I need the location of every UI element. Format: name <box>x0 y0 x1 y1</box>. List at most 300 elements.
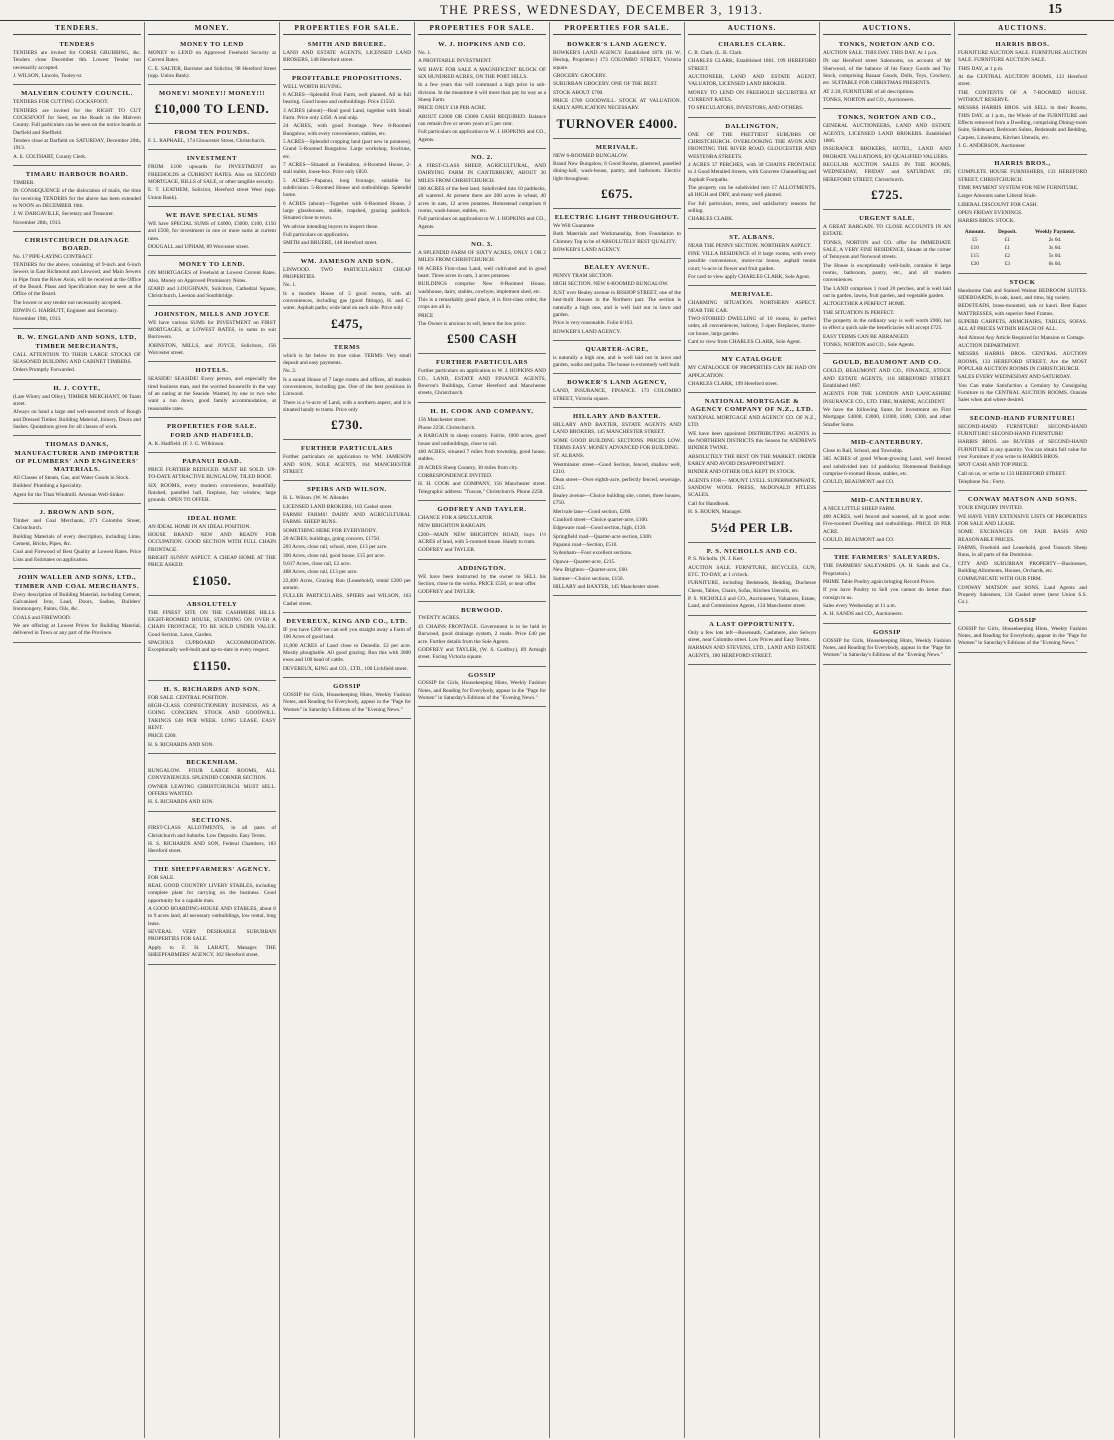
ad-heading: NATIONAL MORTGAGE & AGENCY COMPANY OF N.Z., LTD. <box>690 398 814 414</box>
ad-text: Sales every Wednesday at 11 a.m. <box>823 602 897 609</box>
ad-text: (Late Wintry and Olley), TIMBER MERCHANT, 96 Tuam street. <box>13 393 141 407</box>
ad-text: ALTOGETHER A PERFECT HOME. <box>823 301 906 308</box>
ad-text: AT 2.30, FURNITURE of all descriptions. <box>823 88 915 95</box>
table-row <box>958 260 1087 268</box>
ad-heading: ADDINGTON. <box>457 564 507 572</box>
ad-heading: SECOND-HAND FURNITURE! <box>969 414 1076 422</box>
advertisement <box>688 395 816 542</box>
ad-text: 9,617 Acres, close rail, £2 acre. <box>283 560 351 567</box>
ad-text: A GREAT BARGAIN. TO CLOSE ACCOUNTS IN AN ESTATE. <box>823 223 951 238</box>
column <box>145 22 280 1438</box>
ad-heading: J. BROWN AND SON, <box>39 508 115 516</box>
page-number: 15 <box>1048 2 1062 17</box>
advertisement <box>823 111 951 210</box>
ad-price: £730. <box>331 417 363 433</box>
ad-price: £1050. <box>192 572 232 588</box>
ad-text: SIX ROOMS, every modern convenience, beautifully finished, panelled hall, fireplace, bay window, large grounds. OPEN TO OFFER. <box>148 482 276 504</box>
ad-text: THIS DAY, at 1 p.m. <box>958 65 1004 72</box>
table-row <box>958 244 1087 252</box>
column-heading: AUCTIONS. <box>688 22 816 35</box>
ad-text: 22,400 Acres, Grazing Run (Leasehold), rental £200 per annum. <box>283 577 411 591</box>
ad-text: NATIONAL MORTGAGE AND AGENCY CO. OF N.Z., LTD. <box>688 415 816 429</box>
ad-text: BOWKER'S LAND AGENCY. <box>553 246 621 253</box>
advertisement <box>553 410 681 596</box>
ad-text: And Almost Any Article Required for Mansion or Cottage. <box>958 334 1085 341</box>
ad-text: HARRIS BROS. are BUYERS of SECOND-HAND FURNITURE in any quantity. You can obtain full value for your Furniture if you write to HARRIS BROS. <box>958 439 1087 461</box>
ad-text: AUCTION DEPARTMENT. <box>958 343 1020 349</box>
ad-price: £500 CASH <box>447 331 517 347</box>
ad-text: Cranford street—Choice quarter-acre, £100. <box>553 517 649 524</box>
ad-heading: QUARTER-ACRE, <box>585 345 649 353</box>
advertisement <box>688 38 816 118</box>
advertisement <box>13 87 141 166</box>
ad-text: BOWKER'S LAND AGENCY. <box>553 328 621 335</box>
ad-text: LIBERAL DISCOUNT FOR CASH. <box>958 201 1038 208</box>
ad-text: November 19th, 1913. <box>13 316 62 323</box>
table-header-row <box>958 228 1087 236</box>
advertisement <box>553 141 681 209</box>
ad-text: 43 CHAINS FRONTAGE. Government is to be held in Burwood, good drainage system, 2 roads. Price £40 per acre. Further details from the Sole Agents. <box>418 623 546 645</box>
ad-text: Further particulars on application to W. J. HOPKINS AND CO., LAND, ESTATE AND FINANCE AGENTS, Bowron's Buildings, Corner Hereford and Manchester streets, Christchurch. <box>418 368 546 397</box>
ad-text: LICENSED LAND BROKERS, 163 Cashel street. <box>283 503 393 510</box>
ad-text: Sumner—Choice sections, £150. <box>553 575 624 582</box>
column-heading: AUCTIONS. <box>958 22 1087 35</box>
ad-heading: TERMS <box>333 343 361 351</box>
ad-heading: PROPERTIES FOR SALE. <box>167 422 257 430</box>
ad-text: which is far below its true value. TERMS: Very small deposit and easy payments. <box>283 352 411 366</box>
ad-text: 300 Acres, close rail, good house, £15 per acre. <box>283 552 386 559</box>
table-row <box>958 252 1087 260</box>
ad-heading: URGENT SALE. <box>859 214 915 222</box>
ad-heading: TIMBER AND COAL MERCHANTS. <box>14 582 140 590</box>
ad-heading: MONEY! MONEY!! MONEY!!! <box>158 90 266 98</box>
ad-text: CHARLES CLARK, 199 Hereford street. <box>688 380 779 387</box>
ad-heading: BOWKER'S LAND AGENCY. <box>567 41 667 48</box>
advertisement <box>823 212 951 354</box>
ad-text: JOHNSTON, MILLS, and JOYCE, Solicitors, 156 Worcester street. <box>148 342 276 356</box>
ad-text: LINWOOD. TWO PARTICULARLY CHEAP PROPERTIES. <box>283 266 411 280</box>
ad-text: FIRST-CLASS ALLOTMENTS, in all parts of Christchurch and Suburbs. Low Deposits. Easy Terms. <box>148 825 276 839</box>
ad-text: The property in the ordinary way is well worth £900, but to effect a quick sale the beneficiaries will accept £725. <box>823 318 951 332</box>
ad-text: SUPERB CARPETS, ARMCHAIRS, TABLES, SOFAS. ALL AT PRICES WITHIN REACH OF ALL. <box>958 318 1087 333</box>
ad-text: Timber and Coal Merchants, 271 Colombo Street, Christchurch. <box>13 517 141 532</box>
ad-text: All Classes of Steam, Gas, and Water Goods in Stock. <box>13 474 130 481</box>
ad-text: IN CONSEQUENCE of the dislocation of mails, the time for receiving TENDERS for the above has been extended to NOON on DECEMBER 10th. <box>13 188 141 209</box>
ad-text: PRICE £200. <box>148 733 177 740</box>
advertisement <box>13 438 141 504</box>
ad-text: NEW BRIGHTON BARGAIN. <box>418 523 487 530</box>
table-cell: £2 <box>1004 252 1011 259</box>
ad-text: November 28th, 1913. <box>13 219 62 226</box>
ad-text: The property can be subdivided into 17 ALLOTMENTS, all HIGH and DRY, and many well planted. <box>688 184 816 199</box>
advertisement <box>148 87 276 124</box>
ad-text: BINDER AND OTHER OILS KEPT IN STOCK. <box>688 469 796 476</box>
column-heading: PROPERTIES FOR SALE. <box>283 22 411 35</box>
ad-text: Handsome Oak and Stained Walnut BEDROOM SUITES. SIDEBOARDS, in oak, kauri, and rimu, big variety. <box>958 287 1087 301</box>
ad-text: INSURANCE BROKERS, HOTEL, LAND AND PROBATE VALUATIONS, BY QUALIFIED VALUERS. <box>823 146 951 160</box>
ad-text: WE have been appointed DISTRIBUTING AGENTS in the NORTHERN DISTRICTS this Season for ANDREWS BINDER TWINE. <box>688 430 816 452</box>
ad-text: PRIME Table Poultry again bringing Record Prices. <box>823 578 936 585</box>
advertisement <box>418 238 546 354</box>
ad-heading: GOSSIP <box>873 628 901 636</box>
ad-text: Is a sound House of 7 large rooms and offices, all modern conveniences, including gas. One of the best positions in Linwood. <box>283 376 411 398</box>
ad-text: Telephone No.: Forty. <box>958 479 1006 486</box>
ad-heading: W. J. HOPKINS AND CO. <box>438 41 526 48</box>
ad-price: 5½d PER LB. <box>710 519 794 535</box>
ad-text: A PROFITABLE INVESTMENT. <box>418 58 492 65</box>
advertisement <box>958 276 1087 410</box>
ad-text: A NICE LITTLE SHEEP FARM. <box>823 505 896 512</box>
ad-text: EDWIN G. HARBUTT, Engineer and Secretary. <box>13 308 118 315</box>
ad-heading: SPEIRS AND WILSON. <box>307 486 387 494</box>
ad-text: C. R. Clark. (L. B. Clark. <box>688 49 743 56</box>
ad-heading: MID-CANTERBURY. <box>850 496 924 504</box>
advertisement <box>823 626 951 665</box>
ad-heading: INVESTMENT <box>186 155 238 163</box>
ad-text: TONKS, NORTON and CO. offer for IMMEDIATE SALE, A VERY FINE RESIDENCE, Situate at the corner of Tennyson and Norwood streets. <box>823 239 951 261</box>
ad-heading: WM. JAMESON AND SON. <box>300 257 394 265</box>
ad-heading: PROFITABLE PROPOSITIONS. <box>292 74 402 82</box>
ad-text: J. W. DARGAVILLE, Secretary and Treasurer. <box>13 211 114 218</box>
ad-text: DOUGALL and UPHAM, 89 Worcester street. <box>148 244 250 250</box>
ad-heading: MANUFACTURER AND IMPORTER OF PLUMBERS' AND ENGINEERS' MATERIALS. <box>14 450 140 473</box>
ad-heading: MERIVALE. <box>595 143 639 151</box>
ad-text: BOWKER'S LAND AGENCY. Established 1878. (H. W. Heslop, Proprietor.) 173 COLOMBO STREET, Victoria square. <box>553 49 681 71</box>
table-cell: £20 <box>970 260 979 267</box>
ad-text: SMITH and BRUERE, 148 Hereford street. <box>283 240 378 247</box>
ad-text: £200—MAIN NEW BRIGHTON ROAD, buys 1½ ACRES of land, with 5-roomed house. Handy to tram. <box>418 531 546 545</box>
advertisement <box>823 356 951 434</box>
advertisement <box>148 420 276 453</box>
ad-text: AGENTS FOR— MOUNT LYELL SUPERPHOSPHATE, SANDOW WOOL PRESS, McDONALD PITLESS SCALES. <box>688 477 816 499</box>
ad-text: FINE VILLA RESIDENCE of 8 large rooms, with every possible convenience, motor-car house, asphalt tennis court; ¼-acre in flower and fruit garden. <box>688 250 816 272</box>
advertisement <box>148 308 276 363</box>
advertisement <box>148 598 276 681</box>
columns-container <box>10 22 1090 1438</box>
ad-text: SEVERAL VERY DESIRABLE SUBURBAN PROPERTIES FOR SALE. <box>148 929 276 943</box>
ad-text: GOSSIP for Girls, Housekeeping Hints, Weekly Fashion Notes, and Reading for Everybody, appear in the "Page for Women" in Saturday's Editions of the "Evening News." <box>418 680 546 702</box>
ad-text: H. S. RICHARDS AND SON. <box>148 799 214 806</box>
ad-text: We have the following Sums for Investment on First Mortgage: £4000, £3000, £1000, £600, £300, and other Smaller Sums. <box>823 407 951 428</box>
ad-text: AGENTS FOR THE LONDON AND LANCASHIRE INSURANCE CO., LTD. FIRE, MARINE, ACCIDENT. <box>823 391 951 405</box>
ad-text: LAND AND ESTATE AGENTS, LICENSED LAND BROKERS, 148 Hereford street. <box>283 49 411 64</box>
table-cell: £3 <box>1004 260 1011 267</box>
ad-text: THE FINEST SITE ON THE CASHMERE HILLS. EIGHT-ROOMED HOUSE, STANDING ON OVER A CHAIN FRONTAGE, TO BE SOLD UNDER VALUE. Good Section, Lawn, Garden. <box>148 609 276 638</box>
table-row <box>958 236 1087 244</box>
ad-heading: THE FARMERS' SALEYARDS. <box>834 554 940 562</box>
ad-text: 7 ACRES—Situated at Fendalton, 4-Roomed House, 2-stall stable, loose-box. Price only £850. <box>283 161 411 176</box>
ad-text: Full particulars on application to W. J. HOPKINS and CO., Agents. <box>418 216 546 230</box>
advertisement <box>283 442 411 481</box>
ad-text: REGULAR AUCTION SALES IN THE ROOMS, WEDNESDAY, FRIDAY and SATURDAY. 195 HEREFORD STREET, Christchurch. <box>823 161 951 183</box>
ad-heading: NO. 2. <box>471 154 493 162</box>
table-cell: 2s 6d. <box>1048 236 1062 243</box>
ad-heading: BOWKER'S LAND AGENCY, <box>567 379 667 387</box>
ad-price: £725. <box>871 186 903 202</box>
ad-text: Further particulars on application to WM. JAMESON AND SON, SOLE AGENTS, 164 MANCHESTER STREET. <box>283 454 411 475</box>
ad-text: REAL GOOD COUNTRY LIVERY STABLES, including complete plant for carrying on the business. Good opportunity for a capable man. <box>148 883 276 904</box>
ad-heading: TONKS, NORTON AND CO. <box>838 41 936 48</box>
advertisement <box>148 126 276 150</box>
ad-price: £475, <box>331 315 363 331</box>
advertisement <box>13 168 141 232</box>
ad-text: PRICE £700 GOODWILL. STOCK AT VALUATION. EARLY APPLICATION NECESSARY. <box>553 97 681 112</box>
column-heading: MONEY. <box>148 22 276 35</box>
advertisement <box>823 551 951 623</box>
column-heading: PROPERTIES FOR SALE. <box>553 22 681 35</box>
ad-text: 400 ACRES, well fenced and watered, all in good order. Five-roomed Dwelling and outbuildings. PRICE £8 PER ACRE. <box>823 513 951 535</box>
advertisement <box>418 405 546 501</box>
advertisement <box>148 364 276 418</box>
ad-heading: GOSSIP <box>333 682 361 690</box>
ad-text: THE CONTENTS OF A 7-ROOMED HOUSE. WITHOUT RESERVE. <box>958 89 1087 103</box>
ad-text: Is a modern House of 5 good rooms, with all conveniences, including gas (good fittings), H. and C. water. Asphalt paths; wide land on each side. Price only <box>283 290 411 312</box>
advertisement <box>13 506 141 569</box>
table-cell: 5s 0d. <box>1048 252 1062 259</box>
ad-text: GENERAL AUCTIONEERS, LAND AND ESTATE AGENTS, LICENSED LAND BROKERS. Established 1866. <box>823 123 951 144</box>
ad-text: TENDERS are invited for the RIGHT TO CUT COCKSFOOT for Seed, on the Roads in the Malvern County. Full particulars can be seen on the notice boards at Darfield and Sheffield. <box>13 107 141 136</box>
ad-heading: SECTIONS. <box>191 816 233 824</box>
ad-text: 156 Manchester street. <box>418 416 467 423</box>
ad-text: ON MORTGAGES of Freehold at Lowest Current Rates. Also, Money on Approved Promissory Notes. <box>148 270 276 284</box>
advertisement <box>148 209 276 256</box>
table-cell: £15 <box>970 252 979 259</box>
ad-text: DEVEREUX, KING and CO., LTD., 100 Lichfield street. <box>283 665 408 672</box>
ad-text: If you have Poultry to Sell you cannot do better than consign to us. <box>823 587 951 601</box>
ad-text: TWENTY ACRES. <box>418 615 461 622</box>
table-cell: £5 <box>972 236 978 243</box>
ad-heading: A LAST OPPORTUNITY. <box>709 620 795 628</box>
ad-heading: HOTELS. <box>195 367 229 375</box>
advertisement <box>958 38 1087 155</box>
ad-text: is naturally a high one, and is well laid out in lawn and garden, walks and paths. The house is extremely well built. <box>553 354 681 369</box>
ad-text: SOMETHING HERE FOR EVERYBODY. <box>283 527 377 534</box>
ad-text: FOR SALE. <box>148 874 175 881</box>
ad-text: MONEY TO LEND ON FREEHOLD SECURITIES AT CURRENT RATES. <box>688 89 816 103</box>
ad-text: C. E. SALTER, Barrister and Solicitor, 98 Hereford Street (opp. Union Bank). <box>148 65 276 79</box>
ad-text: This is a remarkably good place, it is first-class order, the crops are all in. <box>418 297 546 311</box>
ad-text: Full particulars on application to W. J. HOPKINS and CO., Agents. <box>418 129 546 143</box>
ad-text: EASY TERMS CAN BE ARRANGED. <box>823 333 910 340</box>
ad-text: TIME PAYMENT SYSTEM FOR NEW FURNITURE. <box>958 184 1079 191</box>
ad-text: GODFREY and TAYLER. <box>418 589 476 596</box>
ad-text: NEW 6-ROOMED BUNGALOW. <box>553 152 629 159</box>
ad-text: TENDERS for the above, consisting of 9-inch and 6-inch Sewers in East Richmond and Linwood, and Main Sewers in Pipe from the River Avon, will be received at the Office of the Board. Plans and Specification may be seen at the Office of the Board. <box>13 262 141 298</box>
ad-heading: GOSSIP <box>468 671 496 679</box>
ad-text: ABSOLUTELY THE BEST ON THE MARKET. ORDER EARLY AND AVOID DISAPPOINTMENT. <box>688 453 816 468</box>
advertisement <box>958 614 1087 653</box>
ad-text: No. 2. <box>283 368 297 375</box>
advertisement <box>148 258 276 305</box>
advertisement <box>418 562 546 602</box>
ad-text: COMPLETE HOUSE FURNISHERS, 133 HEREFORD STREET, CHRISTCHURCH. <box>958 169 1087 183</box>
ad-heading: THE SHEEPFARMERS' AGENCY. <box>153 865 271 873</box>
ad-text: GROCERY. GROCERY. <box>553 72 607 79</box>
ad-text: TONKS, NORTON and CO., Auctioneers. <box>823 96 915 103</box>
ad-price: £675. <box>601 185 633 201</box>
ad-text: FROM £100 upwards for INVESTMENT on FREEHOLDS at CURRENT RATES. Also on SECOND MORTGAGE, BILLS of SALE, or other tangible security. <box>148 164 276 186</box>
ad-text: PENNY TRAM SECTION. <box>553 273 614 280</box>
ad-text: Call for Handbook. <box>688 500 730 507</box>
ad-text: J. G. ANDERSON, Auctioneer. <box>958 143 1026 150</box>
ad-text: TENDERS FOR CUTTING COCKSFOOT. <box>13 99 109 106</box>
ad-text: PRICE <box>418 312 434 319</box>
ad-text: FARMS, Freehold and Leasehold, good Tussock Sheep Runs, in all parts of the Dominion. <box>958 545 1087 559</box>
ad-text: TONKS, NORTON and CO., Sole Agents. <box>823 342 915 349</box>
ad-text: GODFREY and TAYLER, (W. S. Godfrey), 89 Armagh street. Facing Victoria square. <box>418 646 546 661</box>
ad-heading: CHRISTCHURCH DRAINAGE BOARD. <box>24 236 130 252</box>
advertisement <box>688 231 816 287</box>
ad-text: BUILDINGS comprise New 8-Roomed House, washhouse, dairy, stables, cowbyre, implement shed, etc. <box>418 281 546 295</box>
ad-text: HARMAN AND STEVENS, LTD., LAND AND ESTATE AGENTS, 180 HEREFORD STREET. <box>688 645 816 659</box>
ad-heading: CHARLES CLARK. <box>718 41 786 48</box>
ad-heading: THOMAS DANKS, <box>45 441 109 449</box>
ad-text: SPOT CASH AND TOP PRICE. <box>958 462 1029 469</box>
advertisement <box>418 38 546 149</box>
ad-heading: PAPANUI ROAD. <box>182 458 242 466</box>
ad-text: HILLARY AND BAXTER, ESTATE AGENTS AND LAND BROKERS, 145 MANCHESTER STREET. <box>553 421 681 436</box>
advertisement <box>13 234 141 329</box>
ad-text: The lowest or any tender not necessarily accepted. <box>13 299 122 306</box>
ad-text: MY CATALOGUE OF PROPERTIES CAN BE HAD ON APPLICATION. <box>688 365 816 379</box>
ad-text: Bealey avenue—Choice building site, corner, three houses, £750. <box>553 493 681 507</box>
ad-text: Tenders close at Darfield on SATURDAY, December 20th, 1913. <box>13 137 141 152</box>
ad-text: Brand New Bungalow, 6 Good Rooms, plastered, panelled dining-hall, wash-house, pantry, and bathroom. Electric light throughout. <box>553 160 681 182</box>
ad-text: 400 ACRES, situated 7 miles from township, good house, stables. <box>418 448 546 463</box>
ad-text: J. WILSON, Lincoln, Tooley-st. <box>13 72 83 79</box>
ad-text: Both Materials and Workmanship, from Foundation to Chimney Top to be of ABSOLUTELY BEST QUALITY. <box>553 231 681 245</box>
advertisement <box>418 151 546 236</box>
ad-text: CHARMING SITUATION. NORTHERN ASPECT. NEAR THE CAR. <box>688 300 816 314</box>
advertisement <box>688 288 816 351</box>
ad-text: 60 ACRES First-class Land, well cultivated and in good heart. Three acres in oats, 3 acres potatoes. <box>418 265 546 279</box>
ad-text: Full particulars on application. <box>283 232 350 239</box>
ad-text: PRICE ONLY £18 PER ACRE. <box>418 105 487 112</box>
ad-text: There is a ¼-acre of Land, with a northern aspect, and it is situated handy to trams. Price only <box>283 399 411 413</box>
ad-text: F. L. RAPHAEL, 174 Gloucester Street, Christchurch. <box>148 138 266 145</box>
ad-text: No. 1. <box>418 49 432 56</box>
advertisement <box>553 376 681 408</box>
ad-text: LAND, INSURANCE, FINANCE. 173 COLOMBO STREET, Victoria square. <box>553 388 681 402</box>
ad-text: A. K. Hadfield. (F. J. G. Wilkinson. <box>148 440 225 447</box>
ad-heading: HILLARY AND BAXTER. <box>572 413 662 421</box>
advertisement <box>283 680 411 719</box>
advertisement <box>283 255 411 339</box>
ad-text: COMMUNICATE WITH OUR FIRM. <box>958 576 1043 583</box>
ad-heading: MID-CANTERBURY. <box>850 439 924 447</box>
table-header-cell: Deposit. <box>998 228 1017 235</box>
table-cell: £1 <box>1004 236 1011 243</box>
table-cell: £1 <box>1004 244 1011 251</box>
ad-text: ONE OF THE PRETTIEST SUBURBS OF CHRISTCHURCH. OVERLOOKING THE AVON AND FRONTING THE RIVER ROAD, GLOUCESTER AND WESTENRA STREETS. <box>688 131 816 160</box>
ad-text: CHANCE FOR A SPECULATOR. <box>418 514 494 521</box>
column <box>955 22 1090 1438</box>
ad-text: Close to Rail, School, and Township. <box>823 447 904 454</box>
ad-text: 20 ACRES, buildings, going concern, £1750. <box>283 535 381 542</box>
ad-text: 385 ACRES of good Wheat-growing Land, well fenced and subdivided into 14 paddocks; Homestead Buildings comprise 6-roomed House, stables, etc. <box>823 456 951 477</box>
ad-text: You Can make Satisfaction a Certainty by Consigning Furniture to the CENTRAL AUCTION ROOMS. Outside Sales when and where desired. <box>958 382 1087 404</box>
ad-text: Orders Promptly Forwarded. <box>13 367 76 374</box>
ad-text: HILLARY and BAXTER, 145 Manchester street. <box>553 583 660 590</box>
advertisement <box>688 545 816 616</box>
ad-text: CORRESPONDENCE INVITED. <box>418 472 493 479</box>
ad-text: WE have SPECIAL SUMS of £4000, £3000, £100, £150 and £500, for investment in one or more sums at current rates. <box>148 220 276 242</box>
advertisement <box>688 120 816 229</box>
ad-text: CALL ATTENTION TO THEIR LARGE STOCKS OF SEASONED BUILDING AND CABINET TIMBERS. <box>13 351 141 365</box>
column <box>685 22 820 1438</box>
ad-text: SALES EVERY WEDNESDAY AND SATURDAY. <box>958 374 1071 381</box>
ad-heading: R. W. ENGLAND AND SONS, LTD, <box>17 333 137 341</box>
ad-text: The Owner is anxious to sell, hence the low price. <box>418 321 526 328</box>
ad-text: WELL WORTH BUYING. <box>283 83 343 90</box>
ad-text: SPACIOUS CUPBOARD ACCOMMODATION. Exceptionally well-built and up-to-date in every respect. <box>148 639 276 654</box>
ad-heading: BURWOOD. <box>461 606 503 614</box>
ad-text: 24 ACRES, with good frontage. New 8-Roomed Bungalow, with every convenience, stables, etc. <box>283 123 411 137</box>
advertisement <box>958 157 1087 273</box>
ad-text: 5 ACRES—Papanui, long frontage, suitable for subdivision. 5-Roomed House and outbuildings. Splendid home. <box>283 177 411 199</box>
ad-text: HARRIS BROS. STOCK. <box>958 218 1015 225</box>
ad-text: The House is exceptionally well-built, contains 8 large rooms, bathroom, pantry, etc., and all modern conveniences. <box>823 262 951 284</box>
advertisement <box>13 571 141 643</box>
advertisement <box>283 72 411 253</box>
ad-text: MESSRS HARRIS BROS. CENTRAL AUCTION ROOMS, 133 HEREFORD STREET, Are the MOST POPULAR AUCTION ROOMS IN CHRISTCHURCH. <box>958 351 1087 373</box>
ad-text: Phone 2258. Christchurch. <box>418 424 476 431</box>
ad-text: MESSRS HARRIS BROS. will SELL in their Rooms, THIS DAY, at 1 p.m., the Whole of the FURNITURE and Effects removed from a Dwelling, comprising Dining-room Suite, Sideboard, Bedroom Suites, Bedsteads and Bedding, Carpets, Linoleums, Kitchen Utensils, etc. <box>958 105 1087 141</box>
ad-text: AN IDEAL HOME IN AN IDEAL POSITION. <box>148 523 251 530</box>
table-header-cell: Amount. <box>964 228 985 235</box>
ad-heading: TIMARU HARBOUR BOARD. <box>25 170 129 178</box>
ad-text: Sydenham—Four excellent sections. <box>553 550 633 557</box>
ad-text: GOULD, BEAUMONT AND CO., FINANCE, STOCK AND ESTATE AGENTS, 118 HEREFORD STREET. Established 1867. <box>823 368 951 389</box>
ad-text: The LAND comprises 1 rood 20 perches, and is well laid out in garden, lawns, fruit garden, and vegetable garden. <box>823 285 951 299</box>
ad-heading: MONEY TO LEND <box>180 41 244 48</box>
advertisement <box>823 38 951 109</box>
ad-text: WE have been instructed by the owner to SELL his Section, close to the works. PRICE £550, or near offer. <box>418 573 546 587</box>
ad-text: For full particulars, terms, and satisfactory reasons for selling. <box>688 200 816 214</box>
advertisement <box>283 341 411 441</box>
ad-text: GOULD, BEAUMONT and CO. <box>823 536 895 543</box>
advertisement <box>283 483 411 613</box>
advertisement <box>13 331 141 380</box>
ad-text: HIGH-CLASS CONFECTIONERY BUSINESS, AS A GOING CONCERN. STOCK AND GOODWILL. TAKINGS £40 PER WEEK. LONG LEASE. EASY RENT. <box>148 702 276 731</box>
ad-text: CONWAY MATSON and SONS, Land Agents and Property Salesmen, 124 Cashel street (next Union S.S. Co.). <box>958 584 1087 606</box>
advertisement <box>148 455 276 510</box>
advertisement <box>688 618 816 665</box>
ad-text: TWO-STORIED DWELLING of 10 rooms, in perfect order, all conveniences, balcony, 3 open fireplaces, motor-car house, large garden. <box>688 315 816 337</box>
ad-heading: MONEY TO LEND. <box>179 261 245 269</box>
ad-heading: H. S. RICHARDS AND SON. <box>163 685 261 693</box>
ad-heading: GODFREY AND TAYLER. <box>437 506 527 513</box>
ad-text: FULLER PARTICULARS, SPIERS and WILSON, 163 Cashel street. <box>283 593 411 607</box>
advertisement <box>148 756 276 812</box>
advertisement <box>13 38 141 85</box>
ad-text: TIMBER. <box>13 179 35 186</box>
advertisement <box>823 494 951 550</box>
ad-heading: H. J. COYTE, <box>53 384 101 392</box>
ad-text: AUCTION SALE. FURNITURE, BICYCLES, GUN, ETC. TO-DAY, at 1 o'clock. <box>688 564 816 579</box>
advertisement <box>283 615 411 678</box>
ad-heading: IDEAL HOME <box>187 514 237 522</box>
ad-text: Springfield road—Quarter-acre section, £300. <box>553 533 653 540</box>
ad-text: COALS and FIREWOOD. <box>13 614 71 621</box>
column <box>10 22 145 1438</box>
advertisement <box>148 152 276 207</box>
column <box>820 22 955 1438</box>
column-heading: TENDERS. <box>13 22 141 35</box>
ad-text: IZARD and LOUGHNAN, Solicitors, Cathedral Square, Christchurch, Leeston and Southbridge. <box>148 285 276 300</box>
ad-text: 488 Acres, close rail, £13 per acre. <box>283 569 358 576</box>
advertisement <box>418 356 546 402</box>
